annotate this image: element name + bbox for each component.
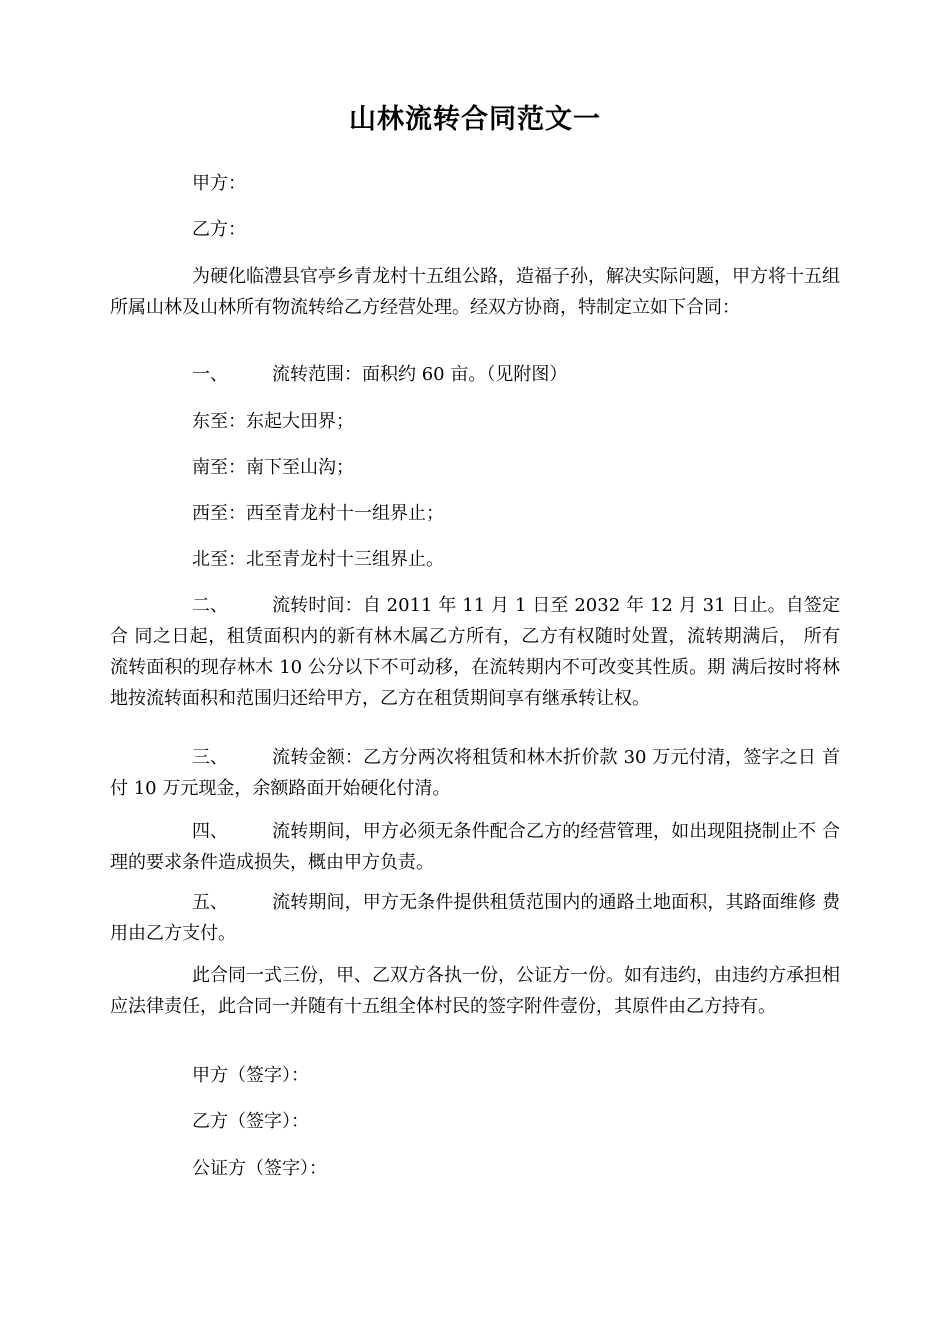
closing-paragraph: 此合同一式三份，甲、乙双方各执一份，公证方一份。如有违约，由违约方承担相应法律责任，此合同一并随有十五组全体村民的签字附件壹份，其原件由乙方持有。 [110,965,840,1017]
clause-3 [110,742,840,804]
party-b-line: 乙方： [192,219,246,240]
signature-party-a: 甲方（签字）： [192,1065,309,1086]
clause-2-text: 流转时间：自 2011 年 11 月 1 日至 2032 年 12 月 31 日止。自签定合 同之日起，租赁面积内的新有林木属乙方所有，乙方有权随时处置，流转期满后， 所有流转面积的现存林木 10 公分以下不可动移，在流转期内不可改变其性质。期 满后按时将林地按流转面积和范围归还给甲方，乙方在租赁期间享有继承转让权。 [110,595,840,709]
clause-2-number: 二、 [192,595,228,616]
boundary-east: 东至：东起大田界； [192,411,354,432]
clause-1-text: 流转范围：面积约 60 亩。（见附图） [272,364,568,385]
clause-3-text: 流转金额：乙方分两次将租赁和林木折价款 30 万元付清，签字之日 首付 10 万元现金，余额路面开始硬化付清。 [110,747,840,799]
intro-paragraph: 为硬化临澧县官亭乡青龙村十五组公路，造福子孙，解决实际问题，甲方将十五组所属山林及山林所有物流转给乙方经营处理。经双方协商，特制定立如下合同： [110,266,840,318]
clause-4-text: 流转期间，甲方必须无条件配合乙方的经营管理，如出现阻挠制止不 合理的要求条件造成损失，概由甲方负责。 [110,821,840,873]
clause-2 [110,590,840,714]
signature-notary: 公证方（签字）： [192,1158,327,1179]
clause-1 [110,359,840,390]
boundary-south: 南至：南下至山沟； [192,457,354,478]
clause-1-number: 一、 [192,364,228,385]
boundary-north: 北至：北至青龙村十三组界止。 [192,549,444,570]
clause-4-number: 四、 [192,821,228,842]
clause-5 [110,887,840,949]
clause-5-number: 五、 [192,892,228,913]
boundary-west: 西至：西至青龙村十一组界止； [192,503,444,524]
clause-4 [110,816,840,878]
signature-party-b: 乙方（签字）： [192,1111,309,1132]
clause-3-number: 三、 [192,747,228,768]
document-title: 山林流转合同范文一 [349,104,601,135]
party-a-line: 甲方： [192,173,246,194]
clause-5-text: 流转期间，甲方无条件提供租赁范围内的通路土地面积，其路面维修 费用由乙方支付。 [110,892,840,944]
